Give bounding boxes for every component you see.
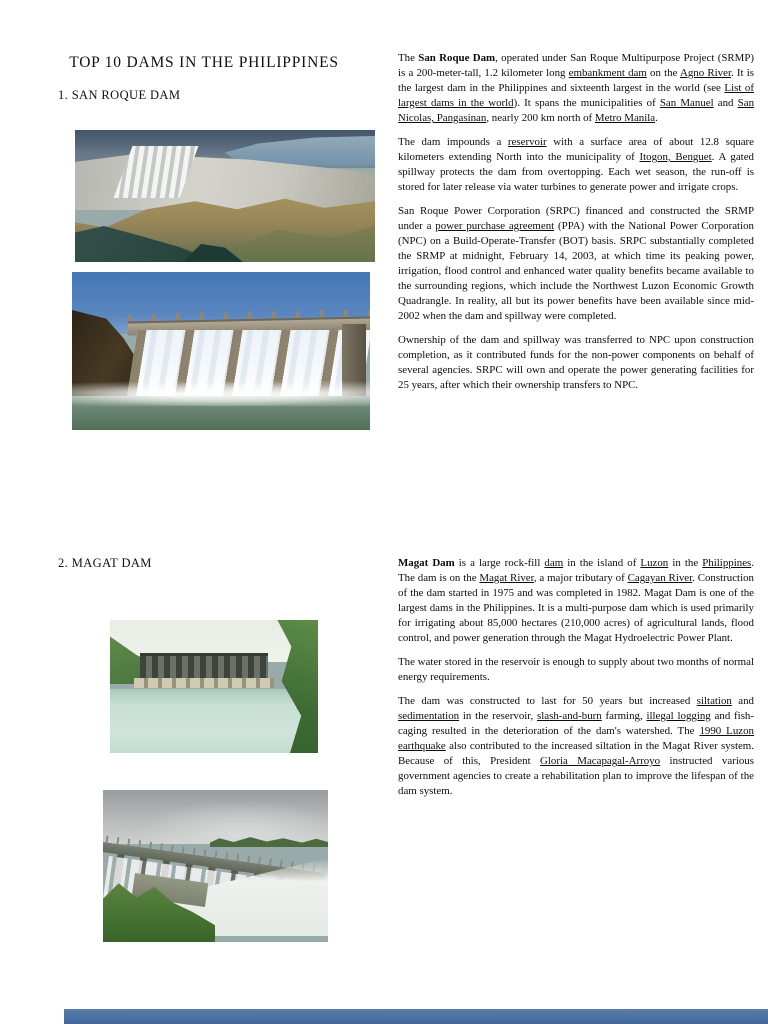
text-run: instructed various government agencies to create a rehabilitation plan to improve the lifespan of the dam system. bbox=[398, 755, 754, 797]
text-run: and bbox=[713, 97, 738, 109]
text-run: The dam was constructed to last for 50 years but increased bbox=[398, 695, 697, 707]
link-text: dam bbox=[544, 557, 564, 569]
section-1-text bbox=[398, 51, 754, 402]
text-run: , operated under San Roque Multipurpose Project (SRMP) is a 200-meter-tall, 1.2 kilometer long bbox=[398, 52, 755, 79]
link-text: Agno River bbox=[680, 67, 731, 79]
link-text: San Nicolas, Pangasinan bbox=[398, 97, 755, 124]
section-2-text bbox=[398, 556, 754, 808]
section-2-heading: 2. MAGAT DAM bbox=[58, 556, 152, 570]
link-text: Metro Manila bbox=[594, 112, 656, 124]
text-run: farming, bbox=[601, 710, 647, 722]
text-run: also contributed to the increased siltation in the Magat River system. Because of this, President bbox=[398, 740, 754, 767]
next-page-top-sliver bbox=[64, 1009, 768, 1024]
text-run: in the reservoir, bbox=[459, 710, 537, 722]
magat-spillway-bridge-photo bbox=[103, 790, 328, 942]
spray-layer bbox=[72, 380, 370, 406]
link-text: illegal logging bbox=[646, 710, 711, 722]
text-run: Magat Dam bbox=[398, 557, 455, 569]
paragraph bbox=[398, 204, 754, 324]
link-text: siltation bbox=[696, 695, 732, 707]
section-1-heading: 1. SAN ROQUE DAM bbox=[58, 88, 181, 102]
link-text: reservoir bbox=[507, 136, 547, 148]
dam-base-layer bbox=[134, 678, 274, 688]
text-run: . bbox=[655, 112, 658, 124]
link-text: power purchase agreement bbox=[435, 220, 555, 232]
text-run: . A gated spillway protects the dam from overtopping. Each wet season, the run-off is stored for later release via water turbines to generate power and irrigate crops. bbox=[398, 151, 754, 193]
link-text: Cagayan River bbox=[627, 572, 693, 584]
link-text: Luzon bbox=[640, 557, 669, 569]
text-run: in the bbox=[668, 557, 703, 569]
text-run: (PPA) with the National Power Corporation (NPC) on a Build-Operate-Transfer (BOT) basis. SRPC substantially completed the SRMP at midnight, February 14, 2003, at which time its peaking power, irrigation, flood control and enhanced water quality benefits became available to the surrounding regions, which include the Northwest Luzon Economic Growth Quadrangle. In reality, all but its power benefits have been available since mid-2002 when the dam and spillway were completed. bbox=[398, 220, 754, 322]
text-run: ). It spans the municipalities of bbox=[513, 97, 660, 109]
link-text: Gloria Macapagal-Arroyo bbox=[540, 755, 661, 767]
text-run: . The dam is on the bbox=[398, 557, 754, 584]
text-run: in the island of bbox=[563, 557, 641, 569]
link-text: 1990 Luzon earthquake bbox=[398, 725, 754, 752]
paragraph bbox=[398, 655, 754, 685]
text-run: San Roque Power Corporation (SRPC) financed and constructed the SRMP under a bbox=[398, 205, 754, 232]
text-run: Ownership of the dam and spillway was transferred to NPC upon construction completion, as it contributed funds for the non-power components on behalf of several agencies. SRPC will own and operate the power generating facilities for 25 years, after which their ownership transfers to NPC. bbox=[398, 334, 754, 391]
paragraph bbox=[398, 556, 754, 646]
text-run: The bbox=[398, 52, 419, 64]
link-text: List of largest dams in the world bbox=[398, 82, 754, 109]
reservoir-layer bbox=[110, 689, 318, 753]
san-roque-spillway-photo bbox=[72, 272, 370, 430]
text-run: is a large rock-fill bbox=[454, 557, 545, 569]
paragraph bbox=[398, 51, 754, 126]
link-text: Itogon, Benguet bbox=[639, 151, 712, 163]
text-run: San Roque Dam bbox=[418, 52, 496, 64]
paragraph bbox=[398, 694, 754, 799]
text-run: , nearly 200 km north of bbox=[486, 112, 595, 124]
text-run: and bbox=[731, 695, 754, 707]
text-run: The dam impounds a bbox=[398, 136, 508, 148]
link-text: sedimentation bbox=[398, 710, 460, 722]
text-run: The water stored in the reservoir is enough to supply about two months of normal energy requirements. bbox=[398, 656, 754, 683]
link-text: Philippines bbox=[702, 557, 752, 569]
text-run: and fish-caging resulted in the deterioration of the dam's watershed. The bbox=[398, 710, 755, 737]
paragraph bbox=[398, 135, 754, 195]
link-text: Magat River bbox=[479, 572, 534, 584]
cloudy-sky-layer bbox=[103, 790, 328, 844]
link-text: San Manuel bbox=[659, 97, 714, 109]
magat-dam-photo bbox=[110, 620, 318, 753]
paragraph bbox=[398, 333, 754, 393]
text-run: . It is the largest dam in the Philippines and sixteenth largest in the world (see bbox=[398, 67, 754, 94]
dam-wall-layer bbox=[140, 653, 268, 681]
san-roque-aerial-photo bbox=[75, 130, 375, 262]
link-text: embankment dam bbox=[568, 67, 647, 79]
text-run: . Construction of the dam started in 1975 and was completed in 1982. Magat Dam is one of the largest dams in the Philippines. It is a multi-purpose dam which is used primarily for irrigating about 85,000 hectares (210,000 acres) of agricultural lands, flood control, and power generation through the Magat Hydroelectric Power Plant. bbox=[398, 572, 754, 644]
page-title: TOP 10 DAMS IN THE PHILIPPINES bbox=[69, 54, 339, 71]
text-run: , a major tributary of bbox=[533, 572, 628, 584]
text-run: with a surface area of about 12.8 square kilometers extending North into the municipality of bbox=[398, 136, 755, 163]
text-run: on the bbox=[646, 67, 680, 79]
link-text: slash-and-burn bbox=[536, 710, 602, 722]
